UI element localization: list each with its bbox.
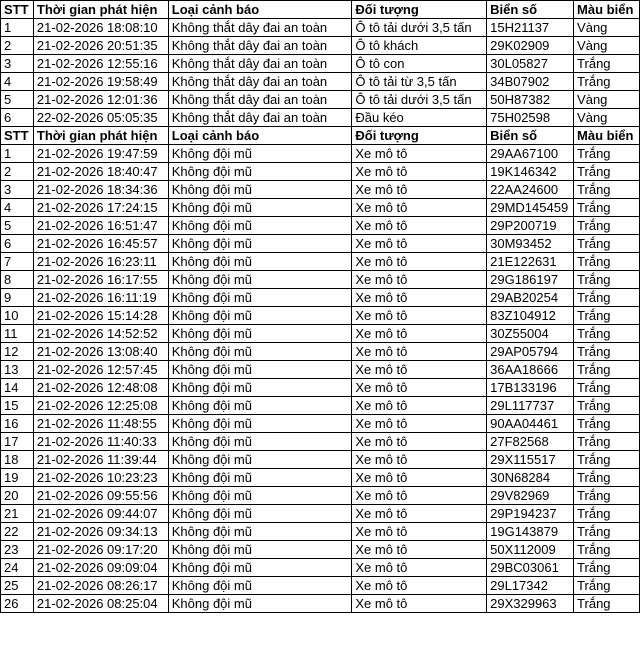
warning-type-cell: Không đội mũ	[168, 487, 352, 505]
warning-type-cell: Không đội mũ	[168, 523, 352, 541]
warning-type-cell: Không đội mũ	[168, 361, 352, 379]
vehicle-type-cell: Xe mô tô	[352, 253, 487, 271]
detection-time-cell: 21-02-2026 09:34:13	[33, 523, 168, 541]
warning-type-cell: Không thắt dây đai an toàn	[168, 19, 352, 37]
plate-color-cell: Trắng	[574, 181, 640, 199]
stt-cell: 18	[1, 451, 34, 469]
warning-type-cell: Không thắt dây đai an toàn	[168, 109, 352, 127]
plate-color-cell: Trắng	[574, 55, 640, 73]
plate-color-cell: Vàng	[574, 19, 640, 37]
column-header-detection-time: Thời gian phát hiện	[33, 1, 168, 19]
plate-number-cell: 29AB20254	[487, 289, 574, 307]
warning-type-cell: Không đội mũ	[168, 307, 352, 325]
warning-type-cell: Không đội mũ	[168, 325, 352, 343]
vehicle-type-cell: Xe mô tô	[352, 163, 487, 181]
column-header-plate-number: Biển số	[487, 127, 574, 145]
plate-number-cell: 29V82969	[487, 487, 574, 505]
plate-color-cell: Trắng	[574, 361, 640, 379]
plate-color-cell: Trắng	[574, 469, 640, 487]
stt-cell: 26	[1, 595, 34, 613]
warning-type-cell: Không đội mũ	[168, 145, 352, 163]
warning-type-cell: Không thắt dây đai an toàn	[168, 37, 352, 55]
table-row	[1, 397, 640, 415]
detection-time-cell: 21-02-2026 12:48:08	[33, 379, 168, 397]
column-header-warning-type: Loại cảnh báo	[168, 1, 352, 19]
table-row	[1, 73, 640, 91]
plate-color-cell: Trắng	[574, 163, 640, 181]
warning-type-cell: Không thắt dây đai an toàn	[168, 73, 352, 91]
table-row	[1, 559, 640, 577]
detection-time-cell: 21-02-2026 09:09:04	[33, 559, 168, 577]
table-row	[1, 487, 640, 505]
header-row-seatbelt	[1, 1, 640, 19]
plate-color-cell: Trắng	[574, 415, 640, 433]
vehicle-type-cell: Xe mô tô	[352, 343, 487, 361]
vehicle-type-cell: Xe mô tô	[352, 595, 487, 613]
plate-color-cell: Trắng	[574, 73, 640, 91]
plate-color-cell: Trắng	[574, 595, 640, 613]
plate-color-cell: Trắng	[574, 379, 640, 397]
warning-type-cell: Không đội mũ	[168, 451, 352, 469]
warning-type-cell: Không đội mũ	[168, 433, 352, 451]
plate-number-cell: 29AA67100	[487, 145, 574, 163]
detection-time-cell: 21-02-2026 12:57:45	[33, 361, 168, 379]
table-row	[1, 523, 640, 541]
stt-cell: 19	[1, 469, 34, 487]
vehicle-type-cell: Ô tô tải dưới 3,5 tấn	[352, 19, 487, 37]
plate-number-cell: 29L117737	[487, 397, 574, 415]
header-row-helmet	[1, 127, 640, 145]
plate-number-cell: 50X112009	[487, 541, 574, 559]
warning-type-cell: Không đội mũ	[168, 163, 352, 181]
stt-cell: 11	[1, 325, 34, 343]
detection-time-cell: 21-02-2026 16:11:19	[33, 289, 168, 307]
table-row	[1, 433, 640, 451]
table-row	[1, 55, 640, 73]
plate-number-cell: 83Z104912	[487, 307, 574, 325]
plate-color-cell: Trắng	[574, 217, 640, 235]
column-header-vehicle-type: Đối tượng	[352, 1, 487, 19]
table-row	[1, 289, 640, 307]
table-row	[1, 307, 640, 325]
stt-cell: 2	[1, 37, 34, 55]
stt-cell: 2	[1, 163, 34, 181]
vehicle-type-cell: Xe mô tô	[352, 523, 487, 541]
stt-cell: 17	[1, 433, 34, 451]
vehicle-type-cell: Xe mô tô	[352, 433, 487, 451]
detection-time-cell: 21-02-2026 16:45:57	[33, 235, 168, 253]
plate-number-cell: 29K02909	[487, 37, 574, 55]
warning-type-cell: Không đội mũ	[168, 343, 352, 361]
table-row	[1, 253, 640, 271]
stt-cell: 14	[1, 379, 34, 397]
table-row	[1, 541, 640, 559]
plate-number-cell: 29L17342	[487, 577, 574, 595]
column-header-stt: STT	[1, 1, 34, 19]
plate-number-cell: 19G143879	[487, 523, 574, 541]
vehicle-type-cell: Xe mô tô	[352, 145, 487, 163]
warning-type-cell: Không đội mũ	[168, 379, 352, 397]
table-row	[1, 163, 640, 181]
plate-number-cell: 90AA04461	[487, 415, 574, 433]
stt-cell: 3	[1, 181, 34, 199]
detection-time-cell: 21-02-2026 19:47:59	[33, 145, 168, 163]
detection-time-cell: 21-02-2026 11:39:44	[33, 451, 168, 469]
plate-number-cell: 15H21137	[487, 19, 574, 37]
plate-number-cell: 29P200719	[487, 217, 574, 235]
vehicle-type-cell: Xe mô tô	[352, 379, 487, 397]
table-row	[1, 595, 640, 613]
plate-number-cell: 30M93452	[487, 235, 574, 253]
plate-color-cell: Trắng	[574, 541, 640, 559]
plate-color-cell: Trắng	[574, 577, 640, 595]
stt-cell: 3	[1, 55, 34, 73]
plate-color-cell: Trắng	[574, 397, 640, 415]
warning-type-cell: Không đội mũ	[168, 217, 352, 235]
detection-time-cell: 21-02-2026 08:26:17	[33, 577, 168, 595]
vehicle-type-cell: Xe mô tô	[352, 505, 487, 523]
stt-cell: 20	[1, 487, 34, 505]
plate-color-cell: Trắng	[574, 451, 640, 469]
plate-number-cell: 29X115517	[487, 451, 574, 469]
plate-number-cell: 21E122631	[487, 253, 574, 271]
stt-cell: 16	[1, 415, 34, 433]
detection-time-cell: 21-02-2026 12:55:16	[33, 55, 168, 73]
plate-color-cell: Vàng	[574, 37, 640, 55]
warning-type-cell: Không đội mũ	[168, 271, 352, 289]
vehicle-type-cell: Xe mô tô	[352, 325, 487, 343]
column-header-plate-number: Biển số	[487, 1, 574, 19]
detection-time-cell: 21-02-2026 15:14:28	[33, 307, 168, 325]
detection-time-cell: 21-02-2026 14:52:52	[33, 325, 168, 343]
vehicle-type-cell: Xe mô tô	[352, 559, 487, 577]
detection-time-cell: 22-02-2026 05:05:35	[33, 109, 168, 127]
plate-color-cell: Vàng	[574, 109, 640, 127]
vehicle-type-cell: Xe mô tô	[352, 487, 487, 505]
vehicle-type-cell: Xe mô tô	[352, 271, 487, 289]
plate-number-cell: 19K146342	[487, 163, 574, 181]
vehicle-type-cell: Đầu kéo	[352, 109, 487, 127]
column-header-plate-color: Màu biển	[574, 1, 640, 19]
stt-cell: 4	[1, 73, 34, 91]
table-row	[1, 109, 640, 127]
warning-type-cell: Không đội mũ	[168, 541, 352, 559]
detection-time-cell: 21-02-2026 16:17:55	[33, 271, 168, 289]
plate-number-cell: 29MD145459	[487, 199, 574, 217]
detection-time-cell: 21-02-2026 20:51:35	[33, 37, 168, 55]
table-row	[1, 343, 640, 361]
plate-number-cell: 17B133196	[487, 379, 574, 397]
table-row	[1, 577, 640, 595]
plate-number-cell: 29BC03061	[487, 559, 574, 577]
detection-time-cell: 21-02-2026 18:34:36	[33, 181, 168, 199]
detection-time-cell: 21-02-2026 10:23:23	[33, 469, 168, 487]
stt-cell: 25	[1, 577, 34, 595]
plate-number-cell: 34B07902	[487, 73, 574, 91]
vehicle-type-cell: Xe mô tô	[352, 415, 487, 433]
vehicle-type-cell: Ô tô con	[352, 55, 487, 73]
detection-time-cell: 21-02-2026 11:48:55	[33, 415, 168, 433]
warning-type-cell: Không đội mũ	[168, 505, 352, 523]
warning-type-cell: Không thắt dây đai an toàn	[168, 55, 352, 73]
warning-type-cell: Không đội mũ	[168, 181, 352, 199]
column-header-vehicle-type: Đối tượng	[352, 127, 487, 145]
table-row	[1, 235, 640, 253]
stt-cell: 9	[1, 289, 34, 307]
warning-type-cell: Không đội mũ	[168, 199, 352, 217]
table-row	[1, 361, 640, 379]
stt-cell: 12	[1, 343, 34, 361]
plate-number-cell: 29G186197	[487, 271, 574, 289]
detection-time-cell: 21-02-2026 18:40:47	[33, 163, 168, 181]
plate-number-cell: 30N68284	[487, 469, 574, 487]
warning-type-cell: Không đội mũ	[168, 577, 352, 595]
vehicle-type-cell: Xe mô tô	[352, 181, 487, 199]
table-row	[1, 199, 640, 217]
table-row	[1, 505, 640, 523]
table-row	[1, 181, 640, 199]
detection-time-cell: 21-02-2026 13:08:40	[33, 343, 168, 361]
plate-color-cell: Trắng	[574, 433, 640, 451]
plate-color-cell: Trắng	[574, 523, 640, 541]
warning-type-cell: Không đội mũ	[168, 253, 352, 271]
warning-type-cell: Không đội mũ	[168, 289, 352, 307]
vehicle-type-cell: Xe mô tô	[352, 199, 487, 217]
warning-type-cell: Không đội mũ	[168, 235, 352, 253]
plate-number-cell: 29X329963	[487, 595, 574, 613]
vehicle-type-cell: Ô tô khách	[352, 37, 487, 55]
vehicle-type-cell: Xe mô tô	[352, 235, 487, 253]
detection-time-cell: 21-02-2026 11:40:33	[33, 433, 168, 451]
stt-cell: 15	[1, 397, 34, 415]
plate-color-cell: Trắng	[574, 343, 640, 361]
warning-type-cell: Không đội mũ	[168, 397, 352, 415]
stt-cell: 1	[1, 19, 34, 37]
detection-time-cell: 21-02-2026 12:01:36	[33, 91, 168, 109]
detection-time-cell: 21-02-2026 16:23:11	[33, 253, 168, 271]
plate-color-cell: Trắng	[574, 253, 640, 271]
column-header-warning-type: Loại cảnh báo	[168, 127, 352, 145]
vehicle-type-cell: Xe mô tô	[352, 361, 487, 379]
vehicle-type-cell: Xe mô tô	[352, 217, 487, 235]
plate-color-cell: Trắng	[574, 271, 640, 289]
stt-cell: 4	[1, 199, 34, 217]
stt-cell: 21	[1, 505, 34, 523]
detection-time-cell: 21-02-2026 18:08:10	[33, 19, 168, 37]
vehicle-type-cell: Ô tô tải dưới 3,5 tấn	[352, 91, 487, 109]
column-header-stt: STT	[1, 127, 34, 145]
stt-cell: 5	[1, 91, 34, 109]
warning-type-cell: Không thắt dây đai an toàn	[168, 91, 352, 109]
plate-number-cell: 29AP05794	[487, 343, 574, 361]
plate-number-cell: 36AA18666	[487, 361, 574, 379]
vehicle-type-cell: Xe mô tô	[352, 469, 487, 487]
plate-color-cell: Trắng	[574, 505, 640, 523]
table-row	[1, 325, 640, 343]
detection-time-cell: 21-02-2026 08:25:04	[33, 595, 168, 613]
table-row	[1, 145, 640, 163]
plate-number-cell: 30L05827	[487, 55, 574, 73]
warning-type-cell: Không đội mũ	[168, 469, 352, 487]
warning-type-cell: Không đội mũ	[168, 559, 352, 577]
plate-number-cell: 75H02598	[487, 109, 574, 127]
table-row	[1, 19, 640, 37]
plate-number-cell: 30Z55004	[487, 325, 574, 343]
stt-cell: 22	[1, 523, 34, 541]
stt-cell: 6	[1, 235, 34, 253]
stt-cell: 5	[1, 217, 34, 235]
stt-cell: 13	[1, 361, 34, 379]
vehicle-type-cell: Xe mô tô	[352, 577, 487, 595]
vehicle-type-cell: Xe mô tô	[352, 397, 487, 415]
table-row	[1, 451, 640, 469]
vehicle-type-cell: Xe mô tô	[352, 541, 487, 559]
stt-cell: 23	[1, 541, 34, 559]
plate-color-cell: Trắng	[574, 145, 640, 163]
plate-color-cell: Trắng	[574, 199, 640, 217]
plate-color-cell: Trắng	[574, 325, 640, 343]
detection-time-cell: 21-02-2026 09:17:20	[33, 541, 168, 559]
table-row	[1, 37, 640, 55]
vehicle-type-cell: Xe mô tô	[352, 451, 487, 469]
stt-cell: 24	[1, 559, 34, 577]
vehicle-type-cell: Xe mô tô	[352, 307, 487, 325]
warning-type-cell: Không đội mũ	[168, 595, 352, 613]
stt-cell: 7	[1, 253, 34, 271]
plate-color-cell: Trắng	[574, 235, 640, 253]
table-row	[1, 271, 640, 289]
table-row	[1, 379, 640, 397]
plate-color-cell: Trắng	[574, 307, 640, 325]
table-row	[1, 415, 640, 433]
vehicle-type-cell: Ô tô tải từ 3,5 tấn	[352, 73, 487, 91]
plate-color-cell: Vàng	[574, 91, 640, 109]
plate-number-cell: 50H87382	[487, 91, 574, 109]
detection-time-cell: 21-02-2026 09:55:56	[33, 487, 168, 505]
detection-time-cell: 21-02-2026 19:58:49	[33, 73, 168, 91]
plate-number-cell: 29P194237	[487, 505, 574, 523]
plate-number-cell: 27F82568	[487, 433, 574, 451]
plate-color-cell: Trắng	[574, 559, 640, 577]
stt-cell: 10	[1, 307, 34, 325]
stt-cell: 6	[1, 109, 34, 127]
detection-time-cell: 21-02-2026 09:44:07	[33, 505, 168, 523]
plate-number-cell: 22AA24600	[487, 181, 574, 199]
stt-cell: 8	[1, 271, 34, 289]
table-row	[1, 469, 640, 487]
column-header-plate-color: Màu biển	[574, 127, 640, 145]
stt-cell: 1	[1, 145, 34, 163]
plate-color-cell: Trắng	[574, 487, 640, 505]
column-header-detection-time: Thời gian phát hiện	[33, 127, 168, 145]
plate-color-cell: Trắng	[574, 289, 640, 307]
vehicle-type-cell: Xe mô tô	[352, 289, 487, 307]
table-row	[1, 217, 640, 235]
detection-time-cell: 21-02-2026 17:24:15	[33, 199, 168, 217]
detection-time-cell: 21-02-2026 16:51:47	[33, 217, 168, 235]
table-row	[1, 91, 640, 109]
violation-table-body	[1, 1, 640, 613]
detection-time-cell: 21-02-2026 12:25:08	[33, 397, 168, 415]
warning-type-cell: Không đội mũ	[168, 415, 352, 433]
